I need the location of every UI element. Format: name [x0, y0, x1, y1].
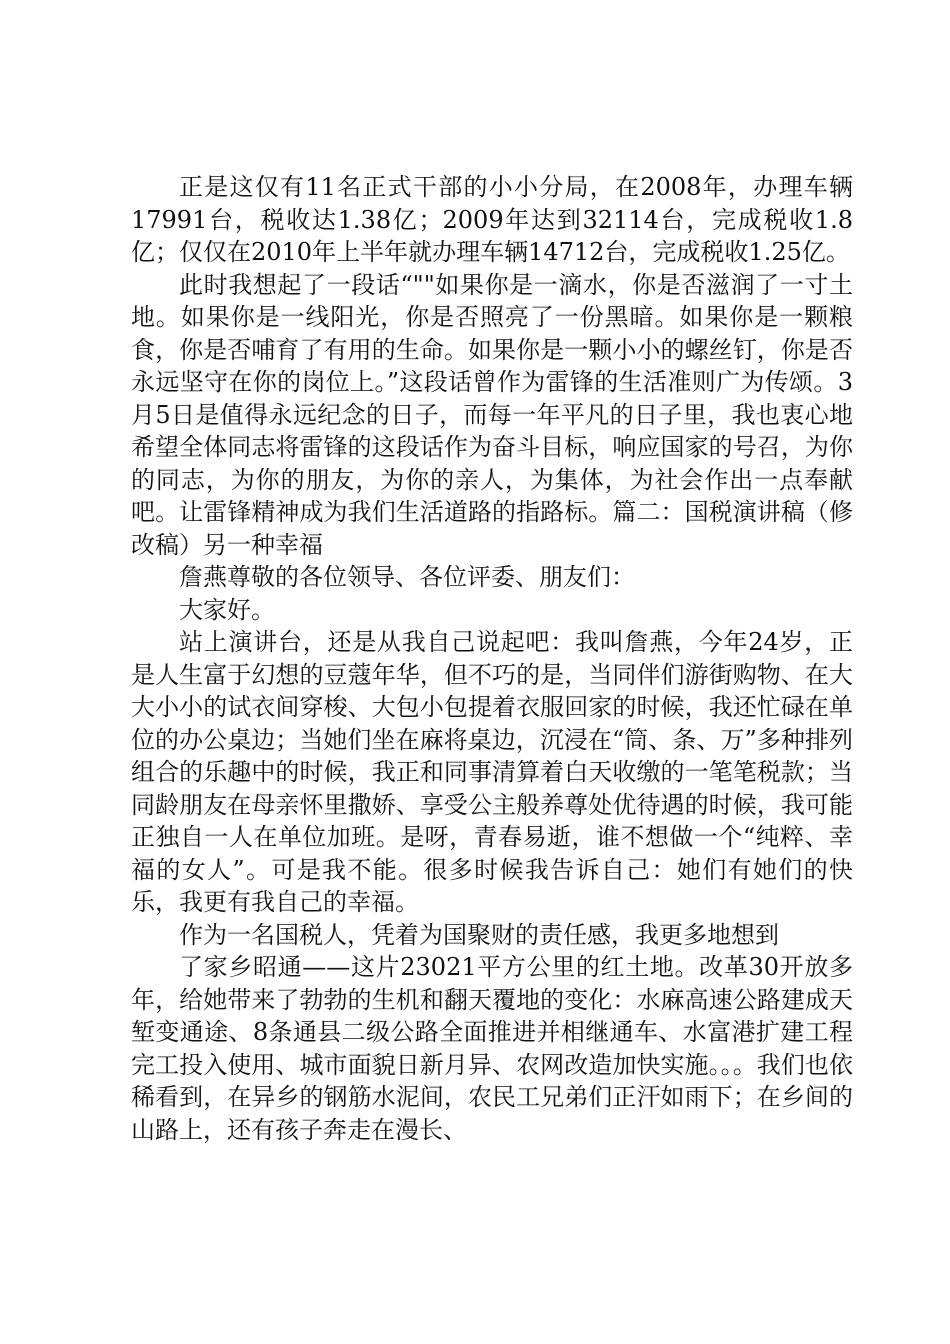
- paragraph-self-introduction: 站上演讲台，还是从我自己说起吧：我叫詹燕，今年24岁，正是人生富于幻想的豆蔻年华，但不巧的是，当同伴们游街购物、在大大小小的试衣间穿梭、大包小包提着衣服回家的时候，我还忙碌在单位的办公桌边；当她们坐在麻将桌边，沉浸在“筒、条、万”多种排列组合的乐趣中的时候，我正和同事清算着白天收缴的一笔笔税款；当同龄朋友在母亲怀里撒娇、享受公主般养尊处优待遇的时候，我可能正独自一人在单位加班。是呀，青春易逝，谁不想做一个“纯粹、幸福的女人”。可是我不能。很多时候我告诉自己：她们有她们的快乐，我更有我自己的幸福。: [131, 628, 853, 916]
- paragraph-leifeng-quote: 此时我想起了一段话“""如果你是一滴水，你是否滋润了一寸土地。如果你是一线阳光，你是否照亮了一份黑暗。如果你是一颗粮食，你是否哺育了有用的生命。如果你是一颗小小的螺丝钉，你是否永远坚守在你的岗位上。”这段话曾作为雷锋的生活准则广为传颂。3月5日是值得永远纪念的日子，而每一年平凡的日子里，我也衷心地希望全体同志将雷锋的这段话作为奋斗目标，响应国家的号召，为你的同志，为你的朋友，为你的亲人，为集体，为社会作出一点奉献吧。让雷锋精神成为我们生活道路的指路标。篇二：国税演讲稿（修改稿）另一种幸福: [131, 270, 853, 559]
- paragraph-tax-official: 作为一名国税人，凭着为国聚财的责任感，我更多地想到: [179, 920, 779, 949]
- paragraph-hometown: 了家乡昭通——这片23021平方公里的红土地。改革30开放多年，给她带来了勃勃的生机和翻天覆地的变化：水麻高速公路建成天堑变通途、8条通县二级公路全面推进并相继通车、水富港扩建工程完工投入使用、城市面貌日新月异、农网改造加快实施。。。我们也依稀看到，在异乡的钢筋水泥间，农民工兄弟们正汗如雨下；在乡间的山路上，还有孩子奔走在漫长、: [131, 953, 853, 1144]
- paragraph-salutation: 詹燕尊敬的各位领导、各位评委、朋友们：: [179, 563, 635, 591]
- paragraph-tax-statistics: 正是这仅有11名正式干部的小小分局，在2008年，办理车辆17991台，税收达1.38亿；2009年达到32114台，完成税收1.8亿；仅仅在2010年上半年就办理车辆14712台，完成税收1.25亿。: [131, 173, 853, 266]
- document-body: [131, 171, 853, 1146]
- paragraph-greeting: 大家好。: [179, 595, 275, 624]
